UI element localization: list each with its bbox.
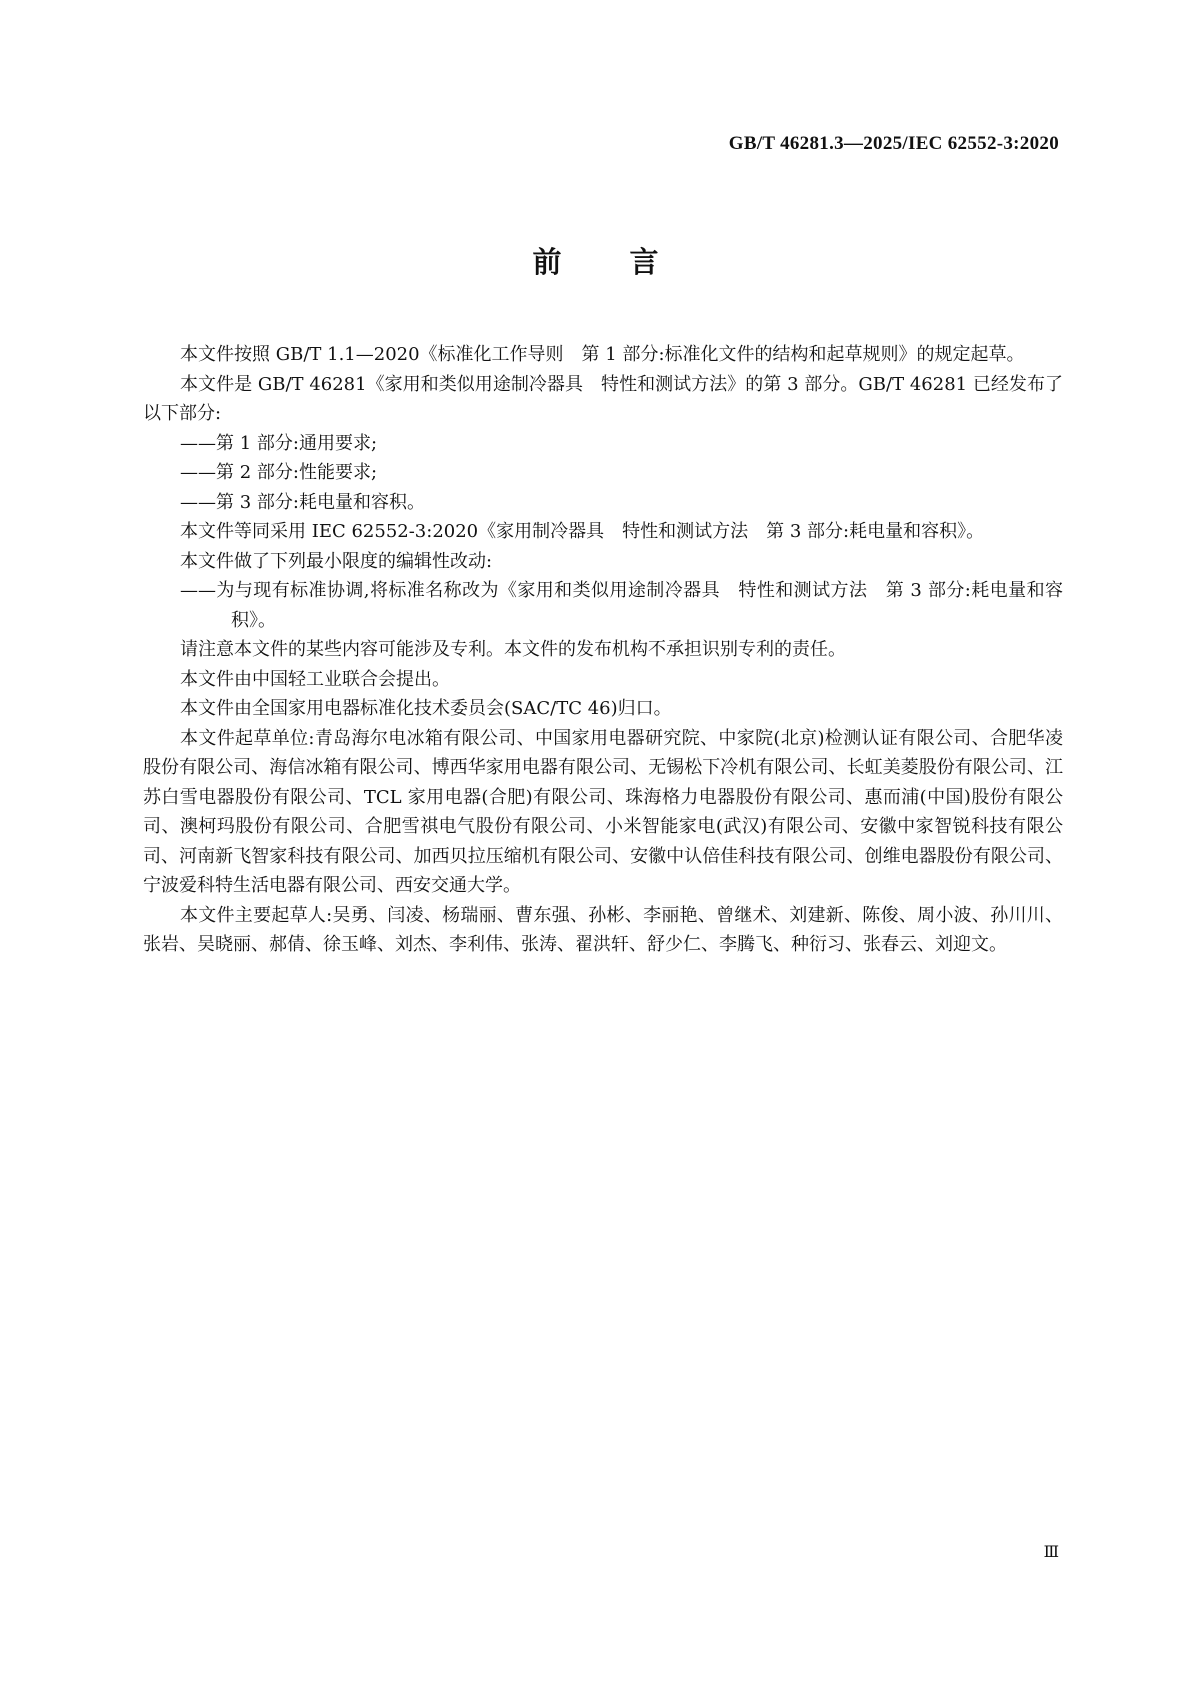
- list-item-part-1: ——第 1 部分:通用要求;: [180, 432, 378, 454]
- paragraph-adoption: 本文件等同采用 IEC 62552-3:2020《家用制冷器具 特性和测试方法 第 3 部分:耗电量和容积》。: [180, 521, 985, 542]
- list-item-part-2: ——第 2 部分:性能要求;: [180, 462, 378, 483]
- foreword-body: [143, 340, 1063, 960]
- list-item-title-change: ——为与现有标准协调,将标准名称改为《家用和类似用途制冷器具 特性和测试方法 第 3 部分:耗电量和容积》。: [180, 580, 1063, 631]
- paragraph-editorial-changes: 本文件做了下列最小限度的编辑性改动:: [180, 550, 493, 572]
- paragraph-drafters: 本文件主要起草人:吴勇、闫凌、杨瑞丽、曹东强、孙彬、李丽艳、曾继术、刘建新、陈俊、周小波、孙川川、张岩、吴晓丽、郝倩、徐玉峰、刘杰、李利伟、张涛、翟洪轩、舒少仁、李腾飞、种衍习、张春云、刘迎文。: [143, 904, 1063, 955]
- page-number: Ⅲ: [1043, 1544, 1059, 1561]
- standard-code-header: GB/T 46281.3—2025/IEC 62552-3:2020: [728, 133, 1059, 154]
- paragraph-committee: 本文件由全国家用电器标准化技术委员会(SAC/TC 46)归口。: [180, 698, 672, 719]
- paragraph-proposer: 本文件由中国轻工业联合会提出。: [180, 668, 450, 690]
- paragraph-drafting-rules: 本文件按照 GB/T 1.1—2020《标准化工作导则 第 1 部分:标准化文件的结构和起草规则》的规定起草。: [180, 344, 1025, 365]
- page-title: 前言: [532, 245, 727, 279]
- list-item-part-3: ——第 3 部分:耗电量和容积。: [180, 491, 425, 513]
- paragraph-patent-notice: 请注意本文件的某些内容可能涉及专利。本文件的发布机构不承担识别专利的责任。: [180, 639, 846, 660]
- paragraph-series-part: 本文件是 GB/T 46281《家用和类似用途制冷器具 特性和测试方法》的第 3 部分。GB/T 46281 已经发布了以下部分:: [143, 373, 1063, 424]
- paragraph-drafting-units: 本文件起草单位:青岛海尔电冰箱有限公司、中国家用电器研究院、中家院(北京)检测认证有限公司、合肥华凌股份有限公司、海信冰箱有限公司、博西华家用电器有限公司、无锡松下冷机有限公司、长虹美菱股份有限公司、江苏白雪电器股份有限公司、TCL 家用电器(合肥)有限公司、珠海格力电器股份有限公司、惠而浦(中国)股份有限公司、澳柯玛股份有限公司、合肥雪祺电气股份有限公司、小米智能家电(武汉)有限公司、安徽中家智锐科技有限公司、河南新飞智家科技有限公司、加西贝拉压缩机有限公司、安徽中认倍佳科技有限公司、创维电器股份有限公司、宁波爱科特生活电器有限公司、西安交通大学。: [143, 727, 1063, 896]
